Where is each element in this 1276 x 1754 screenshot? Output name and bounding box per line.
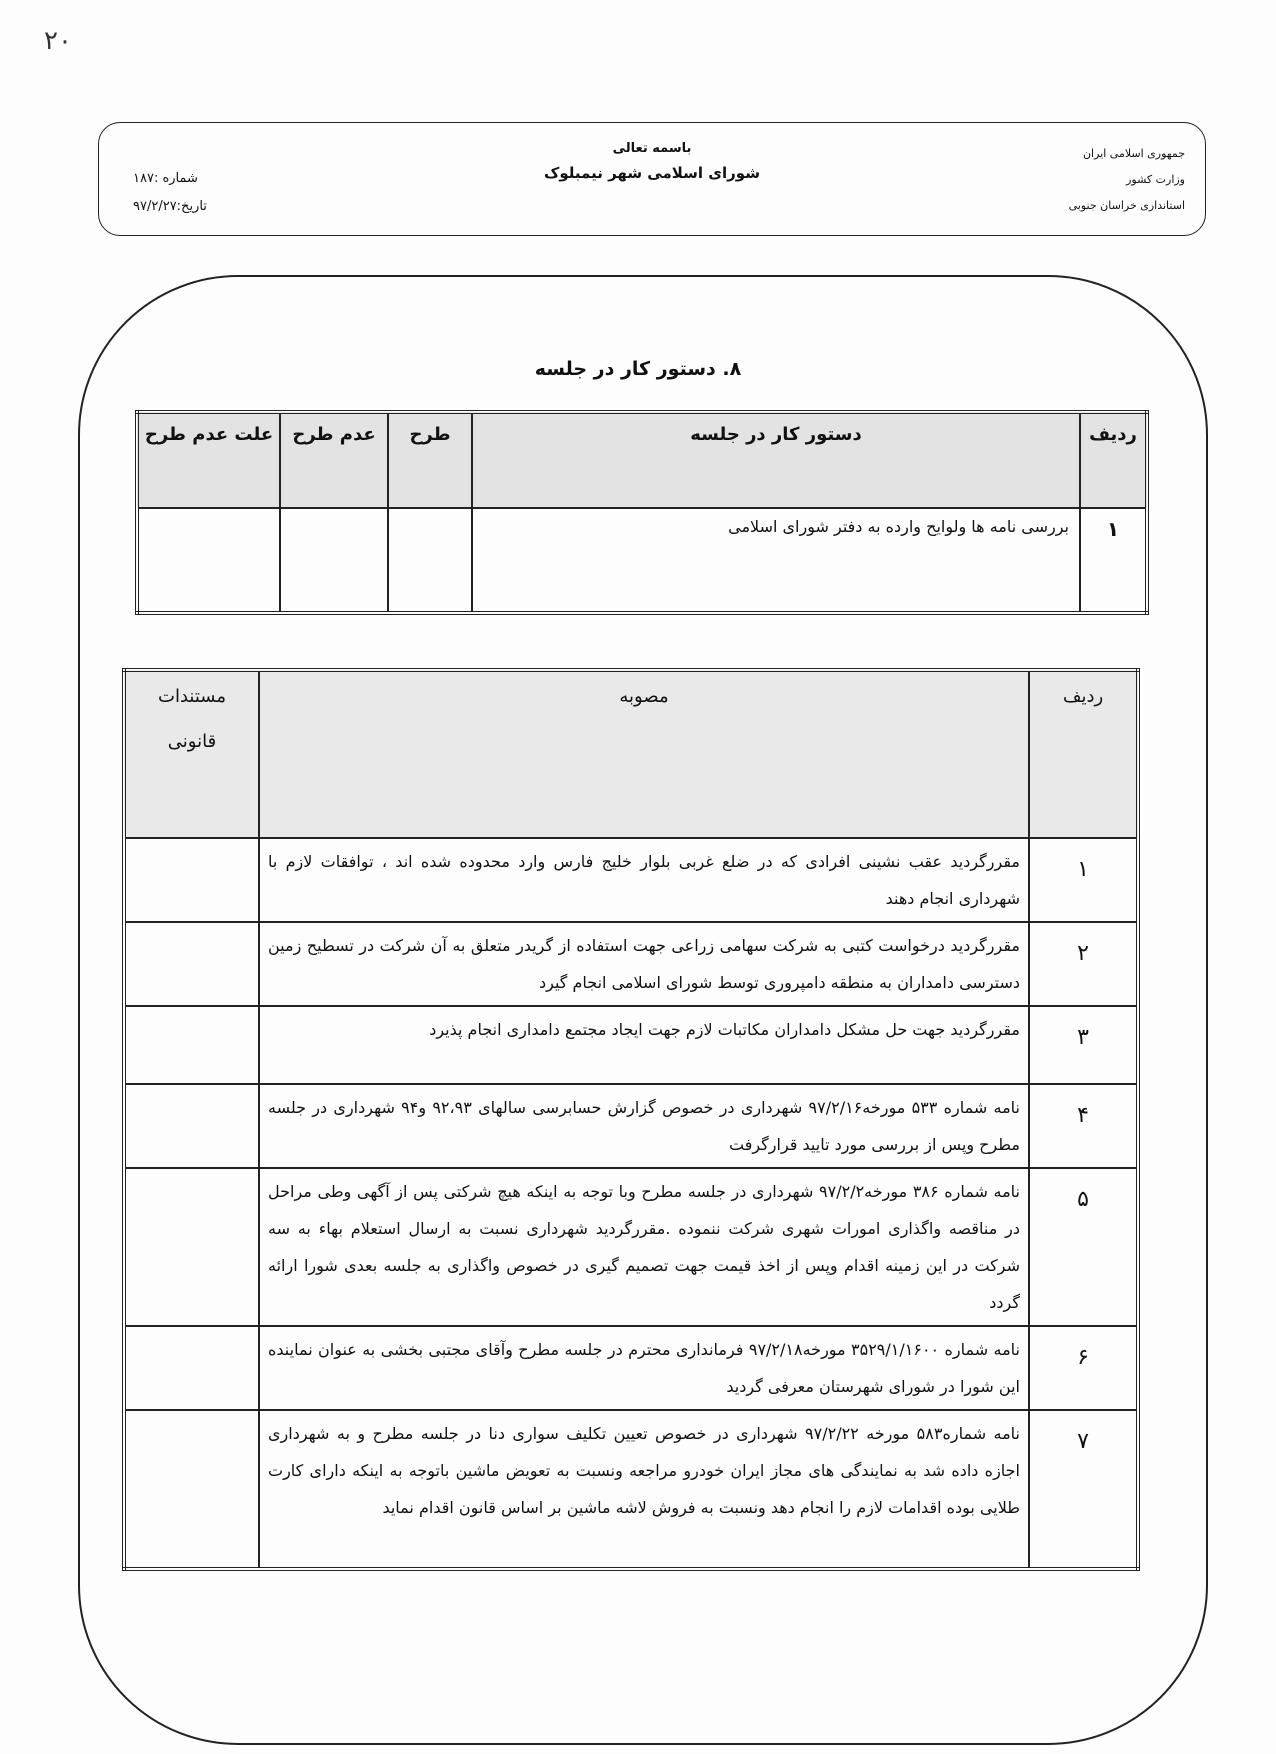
resolution-text: نامه شماره ۳۸۶ مورخه۹۷/۲/۲ شهرداری در جلسه مطرح وبا توجه به اینکه هیچ شرکتی پس از آگهی وطی مراحل در مناقصه واگذاری امورات شهری شرکت ننموده .مقررگردید شهرداری نسبت به ارسال استعلام بهاء به سه شرکت در این زمینه اقدام وپس از اخذ قیمت جهت تصمیم گیری در خصوص واگذاری به جلسه بعدی شورا ارائه گردد [259, 1168, 1029, 1326]
col-row-header: ردیف [1080, 412, 1147, 508]
resolutions-table [122, 668, 1140, 1571]
legal-basis-line-1: مستندات [158, 686, 226, 707]
reference-block [133, 165, 207, 221]
legal-basis-cell [124, 838, 259, 922]
row-number: ۷ [1029, 1410, 1138, 1569]
legal-basis-cell [124, 1084, 259, 1168]
row-number: ۵ [1029, 1168, 1138, 1326]
legal-basis-cell [124, 1006, 259, 1084]
resolution-text: مقررگردید عقب نشینی افرادی که در ضلع غربی بلوار خلیج فارس وارد محدوده شده اند ، توافقات لازم با شهرداری انجام دهند [259, 838, 1029, 922]
legal-basis-cell [124, 922, 259, 1006]
agenda-table [135, 410, 1149, 615]
letterhead-title [99, 141, 1205, 182]
row-number: ۲ [1029, 922, 1138, 1006]
issuer-province: استانداری خراسان جنوبی [1068, 199, 1185, 212]
row-number: ۱ [1029, 838, 1138, 922]
agenda-header-row [137, 412, 1147, 508]
legal-basis-line-2: قانونی [167, 731, 217, 752]
row-number: ۶ [1029, 1326, 1138, 1410]
council-name: شورای اسلامی شهر نیمبلوک [544, 164, 760, 182]
table-row [124, 1168, 1138, 1326]
not-presented-cell [280, 508, 388, 613]
reason-cell [137, 508, 280, 613]
agenda-item-text: بررسی نامه ها ولوایح وارده به دفتر شورای اسلامی [472, 508, 1080, 613]
col-reason-header: علت عدم طرح [137, 412, 280, 508]
col-agenda-header: دستور کار در جلسه [472, 412, 1080, 508]
resolution-text: نامه شماره ۳۵۲۹/۱/۱۶۰۰ مورخه۹۷/۲/۱۸ فرمانداری محترم در جلسه مطرح وآقای مجتبی بخشی به عنوان نماینده این شورا در شورای شهرستان معرفی گردید [259, 1326, 1029, 1410]
col-row-header: ردیف [1029, 670, 1138, 838]
resolution-text: نامه شماره ۵۳۳ مورخه۹۷/۲/۱۶ شهرداری در خصوص گزارش حسابرسی سالهای ۹۲،۹۳ و۹۴ شهرداری در جلسه مطرح وپس از بررسی مورد تایید قرارگرفت [259, 1084, 1029, 1168]
page-number-mark: ۲۰ [44, 26, 72, 56]
col-presented-header: طرح [388, 412, 472, 508]
issuer-ministry: وزارت کشور [1126, 173, 1185, 186]
table-row [124, 1410, 1138, 1569]
row-number: ۱ [1080, 508, 1147, 613]
table-row [124, 838, 1138, 922]
row-number: ۳ [1029, 1006, 1138, 1084]
row-number: ۴ [1029, 1084, 1138, 1168]
table-row [137, 508, 1147, 613]
col-legal-basis-header [124, 670, 259, 838]
presented-cell [388, 508, 472, 613]
letterhead-box [98, 122, 1206, 236]
issuer-country: جمهوری اسلامی ایران [1082, 147, 1185, 160]
col-resolution-header: مصوبه [259, 670, 1029, 838]
table-row [124, 922, 1138, 1006]
legal-basis-cell [124, 1168, 259, 1326]
letter-number: شماره :۱۸۷ [133, 171, 198, 186]
table-row [124, 1326, 1138, 1410]
section-title: ۸. دستور کار در جلسه [534, 358, 742, 380]
col-not-presented-header: عدم طرح [280, 412, 388, 508]
resolution-text: نامه شماره۵۸۳ مورخه ۹۷/۲/۲۲ شهرداری در خصوص تعیین تکلیف سواری دنا در جلسه مطرح و به شهرداری اجازه داده شد به نمایندگی های مجاز ایران خودرو مراجعه ونسبت به تعویض ماشین باتوجه به اینکه دارای کارت طلایی بوده اقدامات لازم را انجام دهد ونسبت به فروش لاشه ماشین بر اساس قانون اقدام نماید [259, 1410, 1029, 1569]
invocation: باسمه تعالی [612, 141, 692, 156]
resolution-text: مقررگردید درخواست کتبی به شرکت سهامی زراعی جهت استفاده از گریدر متعلق به آن شرکت در تسطیح زمین دسترسی دامداران به منطقه دامپروری توسط شورای اسلامی انجام گیرد [259, 922, 1029, 1006]
legal-basis-cell [124, 1410, 259, 1569]
table-row [124, 1084, 1138, 1168]
table-row [124, 1006, 1138, 1084]
resolution-text: مقررگردید جهت حل مشکل دامداران مکاتبات لازم جهت ایجاد مجتمع دامداری انجام پذیرد [259, 1006, 1029, 1084]
letter-date: تاریخ:۹۷/۲/۲۷ [133, 199, 207, 214]
resolutions-header-row [124, 670, 1138, 838]
legal-basis-cell [124, 1326, 259, 1410]
